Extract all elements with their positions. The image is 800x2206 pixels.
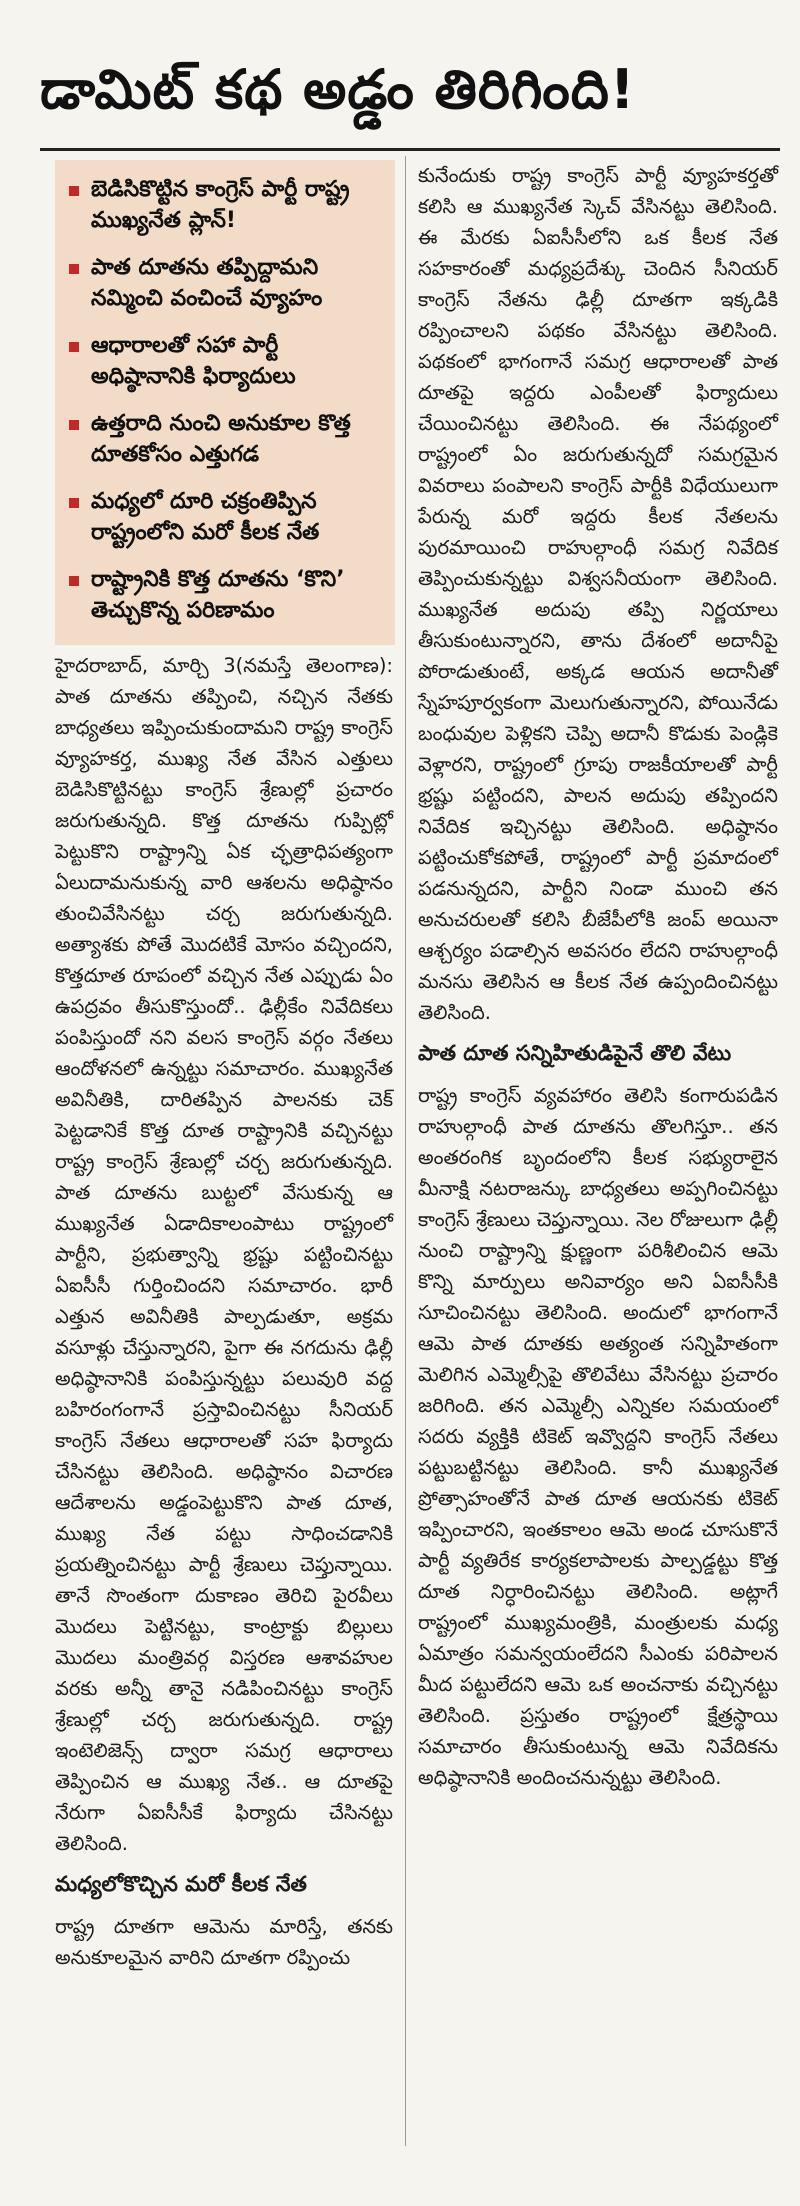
headline-rule: [40, 148, 780, 151]
subheading: పాత దూత సన్నిహితుడిపైనే తొలి వేటు: [418, 1041, 732, 1065]
article-paragraph: రాష్ట్ర దూతగా ఆమెను మారిస్తే, తనకు అనుకూలమైన వారిని దూతగా రప్పించు: [55, 1915, 393, 1969]
left-column: [55, 650, 393, 1973]
bullet-icon: [69, 420, 79, 430]
highlights-box: [55, 160, 395, 645]
highlight-item: [69, 408, 385, 470]
bullet-icon: [69, 576, 79, 586]
column-divider: [405, 156, 406, 2146]
highlight-text: పాత దూతను తప్పిద్దామని నమ్మించి వంచించే వ్యూహం: [91, 255, 323, 311]
highlight-item: [69, 252, 385, 314]
headline: డామిట్ కథ అడ్డం తిరిగింది!: [40, 58, 636, 121]
highlight-item: [69, 564, 385, 626]
subheading: మధ్యలోకొచ్చిన మరో కీలక నేత: [55, 1872, 307, 1896]
right-column: [418, 160, 778, 1793]
bullet-icon: [69, 498, 79, 508]
highlight-item: [69, 330, 385, 392]
bullet-icon: [69, 186, 79, 196]
article-paragraph: రాష్ట్ర కాంగ్రెస్ వ్యవహారం తెలిసి కంగారుపడిన రాహుల్గాంధీ పాత దూతను తొలగిస్తూ.. తన అంతరంగిక బృందంలోని కీలక సభ్యురాలైన మీనాక్షి నటరాజన్కు బాధ్యతలు అప్పగించినట్టు కాంగ్రెస్ శ్రేణులు చెప్తున్నాయి. నెల రోజులుగా ఢిల్లీ నుంచి రాష్ట్రాన్ని క్షుణ్ణంగా పరిశీలించిన ఆమె కొన్ని మార్పులు అనివార్యం అని ఏఐసీసీకి సూచించినట్టు తెలిసింది. అందులో భాగంగానే ఆమె పాత దూతకు అత్యంత సన్నిహితంగా మెలిగిన ఎమ్మెల్సీపై తొలివేటు వేసినట్టు ప్రచారం జరిగింది. తన ఎమ్మెల్సీ ఎన్నికల సమయంలో సదరు వ్యక్తికి టికెట్ ఇవ్వొద్దని కాంగ్రెస్ నేతలు పట్టుబట్టినట్టు తెలిసింది. కానీ ముఖ్యనేత ప్రోత్సాహంతోనే పాత దూత ఆయనకు టికెట్ ఇప్పించారని, ఇంతకాలం ఆమె అండ చూసుకొనే పార్టీ వ్యతిరేక కార్యకలాపాలకు పాల్పడ్డట్టు కొత్త దూత నిర్ధారించినట్టు తెలిసింది. అట్లాగే రాష్ట్రంలో ముఖ్యమంత్రికి, మంత్రులకు మధ్య ఏమాత్రం సమన్వయంలేదని సీఎంకు పరిపాలన మీద పట్టులేదని ఆమె ఒక అంచనాకు వచ్చినట్టు తెలిసింది. ప్రస్తుతం రాష్ట్రంలో క్షేత్రస్థాయి సమాచారం తీసుకుంటున్న ఆమె నివేదికను అధిష్ఠానానికి అందించనున్నట్టు తెలిసింది.: [418, 1084, 778, 1789]
highlight-text: బెడిసికొట్టిన కాంగ్రెస్ పార్టీ రాష్ట్ర ముఖ్యనేత ప్లాన్!: [91, 177, 350, 233]
highlight-text: రాష్ట్రానికి కొత్త దూతను ‘కొని’ తెచ్చుకొన్న పరిణామం: [91, 567, 345, 623]
highlight-text: ఉత్తరాది నుంచి అనుకూల కొత్త దూతకోసం ఎత్తుగడ: [91, 411, 351, 467]
article-paragraph: హైదరాబాద్, మార్చి 3(నమస్తే తెలంగాణ): పాత దూతను తప్పించి, నచ్చిన నేతకు బాధ్యతలు ఇప్పించుకుందామని రాష్ట్ర కాంగ్రెస్ వ్యూహకర్త, ముఖ్య నేత వేసిన ఎత్తులు బెడిసికొట్టినట్టు కాంగ్రెస్ శ్రేణుల్లో ప్రచారం జరుగుతున్నది. కొత్త దూతను గుప్పిట్లో పెట్టుకొని రాష్ట్రాన్ని ఏక చ్ఛత్రాధిపత్యంగా ఏలుదామనుకున్న వారి ఆశలను అధిష్ఠానం తుంచివేసినట్టు చర్చ జరుగుతున్నది. అత్యాశకు పోతే మొదటికే మోసం వచ్చిందని, కొత్తదూత రూపంలో వచ్చిన నేత ఎప్పుడు ఏం ఉపద్రవం తీసుకొస్తుందో.. ఢిల్లీకేం నివేదికలు పంపిస్తుందో నని వలస కాంగ్రెస్ వర్గం నేతలు ఆందోళనలో ఉన్నట్టు సమాచారం. ముఖ్యనేత అవినీతికి, దారితప్పిన పాలనకు చెక్ పెట్టడానికే కొత్త దూత రాష్ట్రానికి వచ్చినట్టు రాష్ట్ర కాంగ్రెస్ శ్రేణుల్లో చర్చ జరుగుతున్నది. పాత దూతను బుట్టలో వేసుకున్న ఆ ముఖ్యనేత ఏడాదికాలంపాటు రాష్ట్రంలో పార్టీని, ప్రభుత్వాన్ని భ్రష్టు పట్టించినట్టు ఏఐసీసీ గుర్తించిందని సమాచారం. భారీ ఎత్తున అవినీతికి పాల్పడుతూ, అక్రమ వసూళ్లు చేస్తున్నారని, పైగా ఈ నగదును ఢిల్లీ అధిష్ఠానానికి పంపిస్తున్నట్టు పలువురి వద్ద బహిరంగంగానే ప్రస్తావించినట్టు సీనియర్ కాంగ్రెస్ నేతలు ఆధారాలతో సహ ఫిర్యాదు చేసినట్టు తెలిసింది. అధిష్ఠానం విచారణ ఆదేశాలను అడ్డంపెట్టుకొని పాత దూత, ముఖ్య నేత పట్టు సాధించడానికి ప్రయత్నించినట్టు పార్టీ శ్రేణులు చెప్తున్నాయి. తానే సొంతంగా దుకాణం తెరిచి పైరవీలు మొదలు పెట్టినట్టు, కాంట్రాక్టు బిల్లులు మొదలు మంత్రివర్గ విస్తరణ ఆశావహుల వరకు అన్నీ తానై నడిపించినట్టు కాంగ్రెస్ శ్రేణుల్లో చర్చ జరుగుతున్నది. రాష్ట్ర ఇంటెలిజెన్స్ ద్వారా సమగ్ర ఆధారాలు తెప్పించిన ఆ ముఖ్య నేత.. ఆ దూతపై నేరుగా ఏఐసీసీకే ఫిర్యాదు చేసినట్టు తెలిసింది.: [55, 654, 393, 1855]
highlight-item: [69, 486, 385, 548]
highlight-item: [69, 174, 385, 236]
highlight-text: ఆధారాలతో సహా పార్టీ అధిష్ఠానానికి ఫిర్యాదులు: [91, 333, 296, 389]
article-paragraph: కునేందుకు రాష్ట్ర కాంగ్రెస్ పార్టీ వ్యూహకర్తతో కలిసి ఆ ముఖ్యనేత స్కెచ్ వేసినట్టు తెలిసింది. ఈ మేరకు ఏఐసీసీలోని ఒక కీలక నేత సహకారంతో మధ్యప్రదేశ్కు చెందిన సీనియర్ కాంగ్రెస్ నేతను ఢిల్లీ దూతగా ఇక్కడికి రప్పించాలని పథకం వేసినట్టు తెలిసింది. పథకంలో భాగంగానే సమగ్ర ఆధారాలతో పాత దూతపై ఇద్దరు ఎంపీలతో ఫిర్యాదులు చేయించినట్టు తెలిసింది. ఈ నేపథ్యంలో రాష్ట్రంలో ఏం జరుగుతున్నదో సమగ్రమైన వివరాలు పంపాలని కాంగ్రెస్ పార్టీకి విధేయులుగా పేరున్న మరో ఇద్దరు కీలక నేతలను పురమాయించి రాహుల్గాంధీ సమగ్ర నివేదిక తెప్పించుకున్నట్టు విశ్వసనీయంగా తెలిసింది. ముఖ్యనేత అదుపు తప్పి నిర్ణయాలు తీసుకుంటున్నారని, తాను దేశంలో అదానీపై పోరాడుతుంటే, అక్కడ ఆయన అదానీతో స్నేహపూర్వకంగా మెలుగుతున్నారని, పోయినేడు బంధువుల పెళ్లికని చెప్పి అదానీ కొడుకు పెండ్లికె వెళ్లారని, రాష్ట్రంలో గ్రూపు రాజకీయాలతో పార్టీ భ్రష్టు పట్టిందని, పాలన అదుపు తప్పిందని నివేదిక ఇచ్చినట్టు తెలిసింది. అధిష్ఠానం పట్టించుకోకపోతే, రాష్ట్రంలో పార్టీ ప్రమాదంలో పడనున్నదని, పార్టీని నిండా ముంచి తన అనుచరులతో కలిసి బీజేపీలోకి జంప్ అయినా ఆశ్చర్యం పడాల్సిన అవసరం లేదని రాహుల్గాంధీ మనసు తెలిసిన ఆ కీలక నేత ఉప్పందించినట్టు తెలిసింది.: [418, 164, 778, 1024]
highlight-text: మధ్యలో దూరి చక్రంతిప్పిన రాష్ట్రంలోని మరో కీలక నేత: [91, 489, 320, 545]
bullet-icon: [69, 264, 79, 274]
bullet-icon: [69, 342, 79, 352]
